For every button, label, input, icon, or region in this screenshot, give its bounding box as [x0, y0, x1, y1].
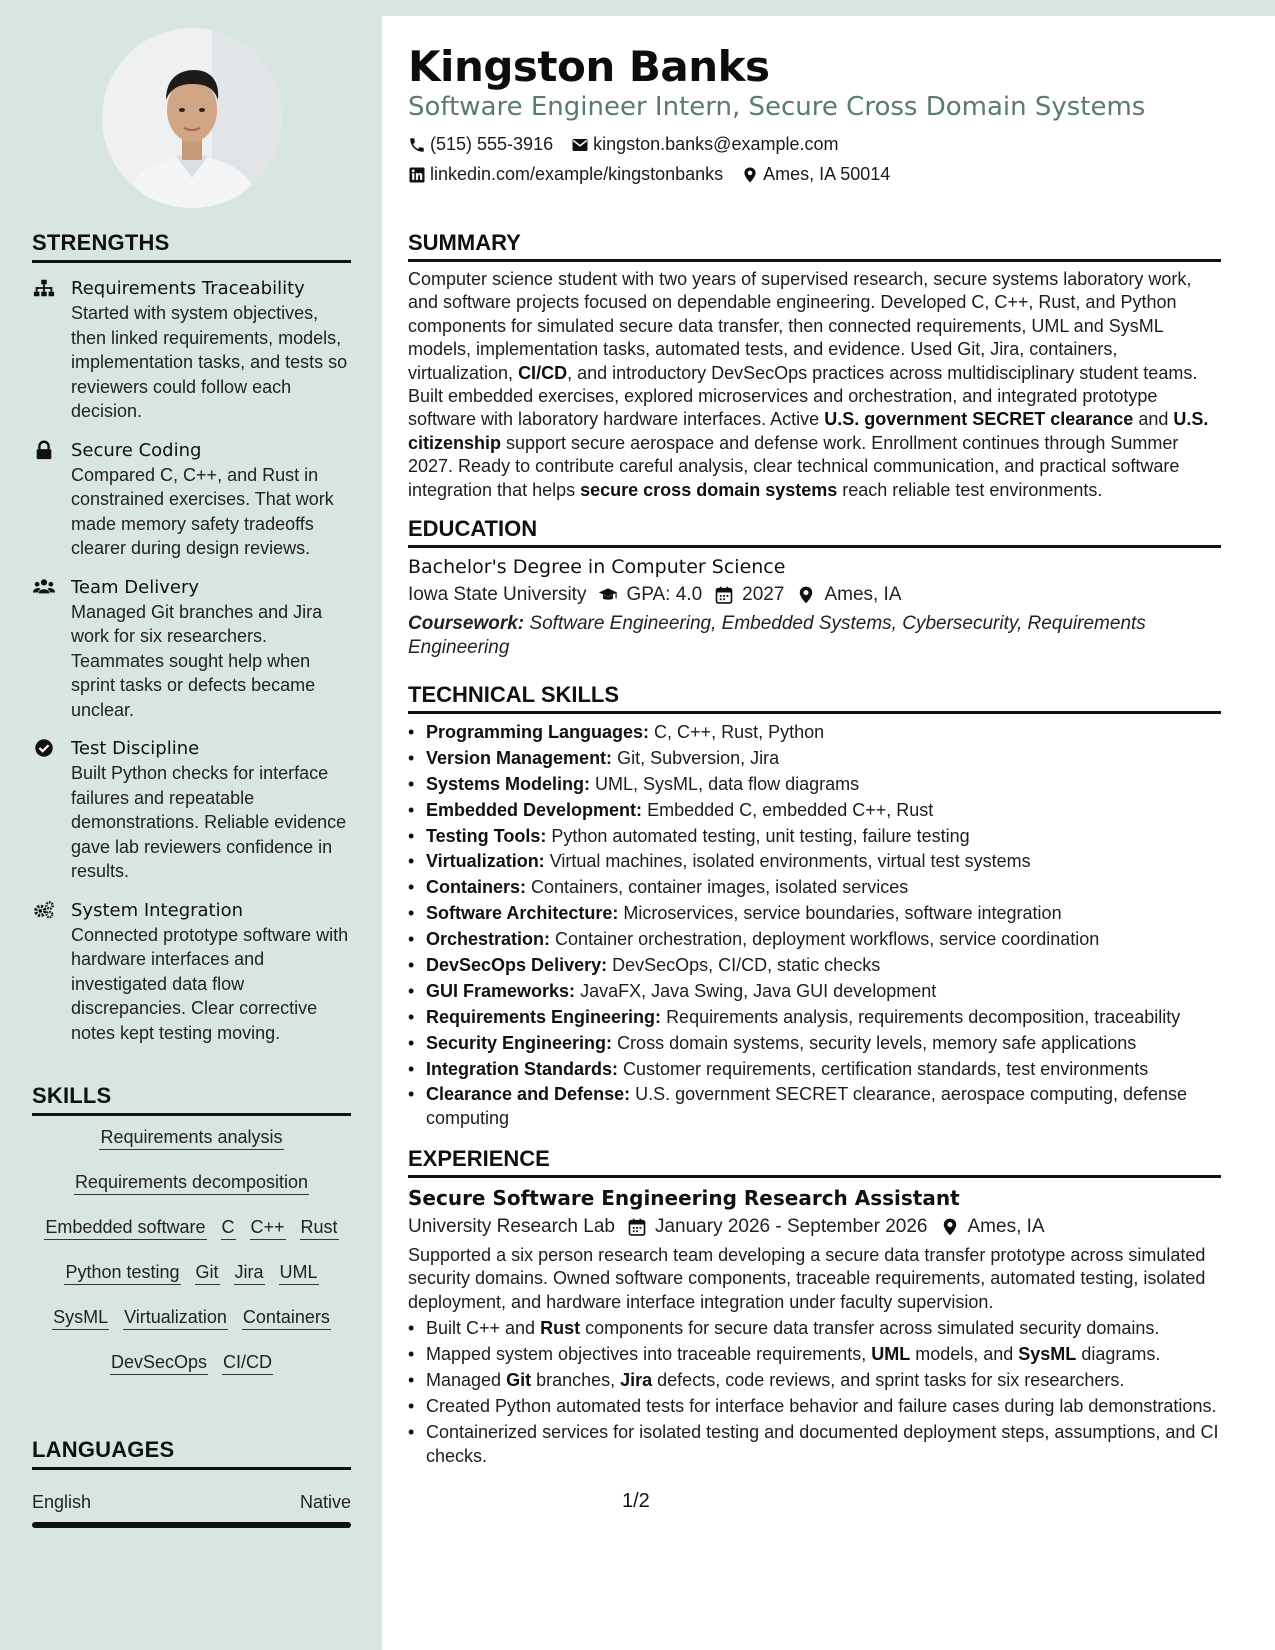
bullet-text-bold: SysML — [1018, 1344, 1077, 1365]
skill-chip: SysML — [52, 1306, 109, 1330]
job-bullet — [408, 1342, 1221, 1366]
summary-section — [408, 230, 1221, 502]
strength-item — [32, 736, 351, 884]
skill-value: Container orchestration, deployment workflows, service coordination — [555, 929, 1100, 950]
linkedin-icon — [408, 166, 426, 184]
skill-label: Integration Standards: — [426, 1058, 619, 1079]
gpa-text: GPA: 4.0 — [626, 584, 703, 605]
education-section — [408, 516, 1221, 660]
bullet-text: branches, — [531, 1370, 621, 1390]
technical-skills-heading: TECHNICAL SKILLS — [408, 682, 1221, 714]
location-item — [741, 164, 890, 185]
linkedin-item[interactable] — [408, 164, 723, 185]
phone-text: (515) 555-3916 — [430, 134, 554, 154]
skill-line — [408, 1031, 1221, 1055]
skill-line — [408, 901, 1221, 925]
job-bullet — [408, 1420, 1221, 1468]
bullet-text: diagrams. — [1076, 1344, 1161, 1365]
skill-value: U.S. government SECRET clearance, aerospace computing, defense computing — [426, 1084, 1188, 1129]
graduation-cap-icon — [598, 585, 618, 605]
skill-chip: Embedded software — [44, 1216, 206, 1240]
summary-part: reach reliable test environments. — [837, 479, 1103, 500]
skill-value: Microservices, service boundaries, software integration — [623, 903, 1062, 924]
candidate-name: Kingston Banks — [408, 42, 770, 91]
sitemap-icon — [32, 278, 56, 298]
profile-photo — [102, 28, 282, 208]
summary-part: and — [1133, 409, 1174, 430]
bullet-text: Built C++ and — [426, 1318, 541, 1339]
skill-chip: Requirements decomposition — [74, 1171, 309, 1195]
skill-chip: Requirements analysis — [99, 1126, 283, 1150]
summary-part-bold: CI/CD — [518, 362, 568, 383]
edu-location-text: Ames, IA — [824, 584, 902, 605]
strength-desc: Built Python checks for interface failures and repeatable demonstrations. Reliable evidence gave lab reviewers confidence in results. — [71, 763, 347, 881]
skill-label: Programming Languages: — [426, 722, 650, 742]
year-text: 2027 — [742, 584, 785, 605]
skill-line — [408, 927, 1221, 951]
map-pin-icon — [796, 585, 816, 605]
skill-chip: Git — [195, 1261, 220, 1285]
skill-label: Version Management: — [426, 747, 613, 768]
bullet-text: components for secure data transfer across simulated security domains. — [580, 1318, 1160, 1339]
skill-chip: Python testing — [64, 1261, 180, 1285]
technical-skills-section — [408, 682, 1221, 1132]
strength-title: System Integration — [71, 899, 244, 921]
job-summary: Supported a six person research team developing a secure data transfer prototype across simulated security domains. Owned software components, traceable requirements, automated testing, isolated deployment, and hardware interface integration under faculty supervision. — [408, 1245, 1206, 1312]
job-location: Ames, IA — [967, 1216, 1045, 1237]
contact-row — [408, 164, 908, 185]
skill-label: Containers: — [426, 877, 527, 898]
bullet-text: Created Python automated tests for interface behavior and failure cases during lab demonstrations. — [426, 1395, 1217, 1416]
skill-value: JavaFX, Java Swing, Java GUI development — [580, 980, 937, 1001]
job-bullet — [408, 1394, 1221, 1418]
job-title: Software Engineer Intern, Secure Cross Domain Systems — [408, 92, 1146, 122]
languages-section — [32, 1437, 351, 1528]
coursework-label: Coursework: — [408, 613, 525, 634]
strength-desc: Managed Git branches and Jira work for six researchers. Teammates sought help when sprint tasks or defects became unclear. — [71, 601, 323, 720]
skills-section — [32, 1083, 351, 1396]
strengths-heading: STRENGTHS — [32, 230, 351, 263]
page-number: 1/2 — [622, 1490, 650, 1512]
strength-desc: Connected prototype software with hardware interfaces and investigated data flow discrepancies. Clear corrective notes kept testing moving. — [71, 924, 349, 1043]
skill-value: Cross domain systems, security levels, memory safe applications — [617, 1032, 1137, 1053]
skill-chip: C — [221, 1216, 236, 1240]
summary-part-bold: U.S. citizenship — [408, 409, 1209, 453]
skill-value: Git, Subversion, Jira — [617, 747, 780, 768]
summary-part-bold: U.S. government SECRET clearance — [824, 409, 1134, 430]
bullet-text: models, and — [910, 1344, 1019, 1365]
coursework — [408, 612, 1221, 660]
bullet-text-bold: Rust — [540, 1318, 581, 1339]
skills-list — [32, 1126, 351, 1396]
strength-title: Test Discipline — [71, 738, 200, 759]
summary-text — [408, 268, 1221, 502]
skill-line — [408, 1057, 1221, 1081]
experience-heading: EXPERIENCE — [408, 1146, 1221, 1178]
phone-icon — [408, 136, 426, 154]
languages-heading: LANGUAGES — [32, 1437, 351, 1470]
skill-label: Testing Tools: — [426, 825, 547, 846]
skill-value: Virtual machines, isolated environments, virtual test systems — [549, 851, 1031, 872]
skill-label: Embedded Development: — [426, 799, 643, 820]
map-pin-icon — [741, 166, 759, 184]
gears-icon — [32, 900, 56, 920]
job-dates: January 2026 - September 2026 — [654, 1216, 928, 1237]
skill-label: Security Engineering: — [426, 1032, 613, 1053]
language-row — [32, 1492, 351, 1513]
summary-part-bold: secure cross domain systems — [580, 479, 838, 500]
calendar-icon — [627, 1217, 647, 1237]
skill-value: Python automated testing, unit testing, failure testing — [551, 825, 970, 846]
skill-label: Clearance and Defense: — [426, 1084, 631, 1105]
calendar-icon — [714, 585, 734, 605]
skill-value: DevSecOps, CI/CD, static checks — [612, 955, 881, 976]
job-location-item — [940, 1216, 1045, 1238]
language-level: Native — [299, 1492, 351, 1512]
map-pin-icon — [940, 1217, 960, 1237]
bullet-text: defects, code reviews, and sprint tasks for six researchers. — [652, 1370, 1125, 1390]
bullet-text-bold: UML — [871, 1344, 911, 1365]
skill-line — [408, 849, 1221, 873]
edu-location-item — [796, 584, 901, 606]
gpa-item — [598, 584, 702, 606]
education-heading: EDUCATION — [408, 516, 1221, 548]
skill-line — [408, 824, 1221, 848]
skill-line — [408, 798, 1221, 822]
email-item[interactable] — [571, 134, 838, 155]
main-content — [382, 16, 1275, 1650]
skill-label: Orchestration: — [426, 929, 551, 950]
skill-line — [408, 953, 1221, 977]
contact-row — [408, 134, 856, 155]
technical-skills-list — [408, 720, 1221, 1130]
skill-line — [408, 772, 1221, 796]
strength-desc: Started with system objectives, then linked requirements, models, implementation tasks, and tests so reviewers could follow each decision. — [71, 303, 348, 421]
linkedin-text[interactable]: linkedin.com/example/kingstonbanks — [430, 164, 724, 184]
summary-part: support secure aerospace and defense work. Enrollment continues through Summer 2027. Ready to contribute careful analysis, clear technical communication, and practical software integration that helps — [408, 432, 1180, 500]
strength-desc: Compared C, C++, and Rust in constrained exercises. That work made memory safety tradeoffs clearer during design reviews. — [71, 464, 334, 558]
strength-title: Secure Coding — [71, 439, 202, 461]
language-name: English — [32, 1492, 92, 1512]
skill-label: GUI Frameworks: — [426, 980, 576, 1001]
skill-chip: C++ — [250, 1216, 286, 1240]
email-text[interactable]: kingston.banks@example.com — [593, 134, 839, 154]
lock-icon — [32, 440, 56, 460]
skill-line — [408, 979, 1221, 1003]
sidebar — [0, 0, 382, 1650]
skill-value: Embedded C, embedded C++, Rust — [647, 799, 934, 820]
skill-chip: Virtualization — [123, 1306, 228, 1330]
bullet-text-bold: Jira — [620, 1370, 653, 1390]
year-item — [714, 584, 784, 606]
degree-title: Bachelor's Degree in Computer Science — [408, 556, 786, 578]
job-role-title: Secure Software Engineering Research Assistant — [408, 1186, 960, 1210]
skill-chip: UML — [279, 1261, 319, 1285]
job-org: University Research Lab — [408, 1216, 615, 1237]
skill-chip: CI/CD — [222, 1351, 273, 1375]
skill-line — [408, 1005, 1221, 1029]
strengths-section — [32, 230, 351, 1045]
skill-line — [408, 1082, 1221, 1130]
experience-section — [408, 1146, 1221, 1470]
skill-chip: Rust — [300, 1216, 339, 1240]
skill-chip: Containers — [242, 1306, 331, 1330]
strength-title: Requirements Traceability — [71, 278, 305, 299]
skill-value: Containers, container images, isolated services — [531, 877, 909, 898]
strength-item — [32, 898, 351, 1046]
bullet-text: Containerized services for isolated testing and documented deployment steps, assumptions, and CI checks. — [426, 1421, 1219, 1466]
location-text: Ames, IA 50014 — [763, 164, 891, 184]
job-bullet — [408, 1316, 1221, 1340]
job-meta — [408, 1216, 1221, 1238]
summary-part: , and introductory DevSecOps practices across multidisciplinary student teams. Built embedded exercises, explored microservices and orchestration, and integrated prototype software with laboratory hardware interfaces. Active — [408, 362, 1198, 430]
skill-value: UML, SysML, data flow diagrams — [595, 773, 860, 794]
coursework-text: Software Engineering, Embedded Systems, Cybersecurity, Requirements Engineering — [408, 613, 1146, 658]
strength-item — [32, 276, 351, 424]
language-proficiency-bar — [32, 1522, 351, 1528]
skill-label: Software Architecture: — [426, 903, 619, 924]
bullet-text-bold: Git — [506, 1370, 532, 1390]
job-bullets — [408, 1316, 1221, 1468]
job-bullet — [408, 1368, 1221, 1392]
skill-chip: DevSecOps — [110, 1351, 208, 1375]
skill-chip: Jira — [234, 1261, 265, 1285]
skill-label: Requirements Engineering: — [426, 1006, 662, 1027]
strength-item — [32, 438, 351, 561]
bullet-text: Mapped system objectives into traceable requirements, — [426, 1344, 872, 1365]
skill-label: Virtualization: — [426, 851, 545, 872]
skills-heading: SKILLS — [32, 1083, 351, 1116]
strength-item — [32, 575, 351, 723]
summary-heading: SUMMARY — [408, 230, 1221, 262]
skill-value: Customer requirements, certification standards, test environments — [623, 1058, 1149, 1079]
skill-label: Systems Modeling: — [426, 773, 591, 794]
skill-line — [408, 875, 1221, 899]
envelope-icon — [571, 136, 589, 154]
check-circle-icon — [32, 738, 56, 758]
phone-item — [408, 134, 553, 155]
skill-line — [408, 746, 1221, 770]
education-meta — [408, 584, 1221, 606]
skill-value: Requirements analysis, requirements decomposition, traceability — [666, 1006, 1181, 1027]
summary-part: Computer science student with two years of supervised research, secure systems laboratory work, and software projects focused on dependable engineering. Developed C, C++, Rust, and Python components for simulated secure data transfer, then connected requirements, UML and SysML models, implementation tasks, automated tests, and evidence. Used Git, Jira, containers, virtualization, — [408, 269, 1192, 383]
skill-line — [408, 720, 1221, 744]
bullet-text: Managed — [426, 1370, 507, 1390]
skill-value: C, C++, Rust, Python — [654, 722, 825, 742]
users-icon — [32, 577, 56, 597]
skill-label: DevSecOps Delivery: — [426, 955, 608, 976]
school-name: Iowa State University — [408, 584, 587, 605]
job-dates-item — [627, 1216, 928, 1238]
strength-title: Team Delivery — [71, 576, 200, 598]
